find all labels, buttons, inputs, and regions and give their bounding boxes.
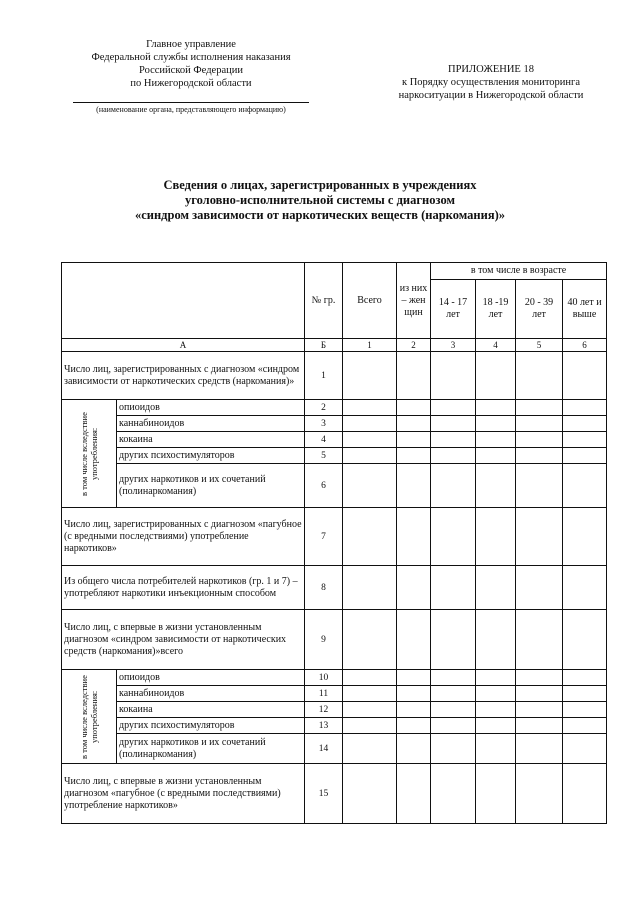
cell-20-39[interactable] (516, 508, 563, 566)
side-label-cell (62, 670, 117, 764)
table-row (62, 432, 607, 448)
table-row (62, 670, 607, 686)
row-label: Число лиц, зарегистрированных с диагнозом «синдром зависимости от наркотических средств (наркомания)» (62, 352, 305, 400)
title-line-2: уголовно-исполнительной системы с диагнозом (184, 193, 455, 207)
row-label: каннабиноидов (117, 686, 305, 702)
cell-total[interactable] (343, 464, 397, 508)
code-b: Б (305, 339, 343, 352)
row-number: 12 (305, 702, 343, 718)
row-number: 1 (305, 352, 343, 400)
cell-total[interactable] (343, 670, 397, 686)
cell-14-17[interactable] (431, 432, 476, 448)
table-row (62, 508, 607, 566)
table-row (62, 610, 607, 670)
row-number: 5 (305, 448, 343, 464)
cell-14-17[interactable] (431, 670, 476, 686)
table-row (62, 566, 607, 610)
cell-40[interactable] (563, 566, 607, 610)
cell-women[interactable] (397, 610, 431, 670)
cell-total[interactable] (343, 400, 397, 416)
cell-20-39[interactable] (516, 764, 563, 824)
row-number: 4 (305, 432, 343, 448)
cell-women[interactable] (397, 670, 431, 686)
row-label: каннабиноидов (117, 416, 305, 432)
row-label: опиоидов (117, 670, 305, 686)
title-line-3: «синдром зависимости от наркотических веществ (наркомания)» (134, 208, 505, 222)
cell-18-19[interactable] (476, 702, 516, 718)
table-row (62, 464, 607, 508)
cell-40[interactable] (563, 686, 607, 702)
cell-women[interactable] (397, 718, 431, 734)
cell-14-17[interactable] (431, 764, 476, 824)
row-number: 6 (305, 464, 343, 508)
cell-total[interactable] (343, 610, 397, 670)
cell-40[interactable] (563, 416, 607, 432)
cell-20-39[interactable] (516, 686, 563, 702)
title-line-1: Сведения о лицах, зарегистрированных в учреждениях (163, 178, 477, 192)
cell-14-17[interactable] (431, 734, 476, 764)
row-number: 15 (305, 764, 343, 824)
cell-women[interactable] (397, 764, 431, 824)
code-2: 2 (397, 339, 431, 352)
header-age-14-17: 14 - 17 лет (431, 280, 476, 339)
cell-14-17[interactable] (431, 702, 476, 718)
header-by-age: в том числе в возрасте (431, 263, 607, 280)
cell-total[interactable] (343, 416, 397, 432)
code-6: 6 (563, 339, 607, 352)
cell-18-19[interactable] (476, 566, 516, 610)
cell-women[interactable] (397, 686, 431, 702)
cell-14-17[interactable] (431, 610, 476, 670)
cell-total[interactable] (343, 686, 397, 702)
cell-women[interactable] (397, 416, 431, 432)
cell-20-39[interactable] (516, 352, 563, 400)
row-number: 11 (305, 686, 343, 702)
appendix-title: ПРИЛОЖЕНИЕ 18 (448, 64, 534, 75)
code-a: А (62, 339, 305, 352)
appendix-line-3: наркоситуации в Нижегородской области (398, 90, 584, 101)
cell-14-17[interactable] (431, 448, 476, 464)
cell-women[interactable] (397, 400, 431, 416)
cell-20-39[interactable] (516, 448, 563, 464)
table-row (62, 702, 607, 718)
header-total: Всего (343, 263, 397, 339)
org-line-2: Федеральной службы исполнения наказания (91, 52, 291, 63)
row-number: 10 (305, 670, 343, 686)
side-label: в том числе вследствие употребления: (79, 411, 99, 496)
org-line-1: Главное управление (146, 39, 236, 50)
cell-18-19[interactable] (476, 352, 516, 400)
cell-40[interactable] (563, 610, 607, 670)
cell-total[interactable] (343, 764, 397, 824)
header-age-18-19: 18 -19 лет (476, 280, 516, 339)
cell-women[interactable] (397, 352, 431, 400)
header-women: из них – жен щин (397, 263, 431, 339)
row-label: Число лиц, с впервые в жизни установленным диагнозом «пагубное (с вредными последствиями) употребление наркотиков» (62, 764, 305, 824)
appendix-line-2: к Порядку осуществления мониторинга (401, 77, 581, 88)
row-number: 3 (305, 416, 343, 432)
cell-14-17[interactable] (431, 718, 476, 734)
cell-women[interactable] (397, 702, 431, 718)
row-number: 7 (305, 508, 343, 566)
row-label: кокаина (117, 432, 305, 448)
code-5: 5 (516, 339, 563, 352)
cell-18-19[interactable] (476, 432, 516, 448)
cell-18-19[interactable] (476, 764, 516, 824)
header-age-20-39: 20 - 39 лет (516, 280, 563, 339)
cell-18-19[interactable] (476, 686, 516, 702)
cell-total[interactable] (343, 702, 397, 718)
cell-18-19[interactable] (476, 508, 516, 566)
header-num-gr: № гр. (305, 263, 343, 339)
cell-total[interactable] (343, 734, 397, 764)
cell-40[interactable] (563, 670, 607, 686)
cell-14-17[interactable] (431, 686, 476, 702)
cell-40[interactable] (563, 400, 607, 416)
document-title (80, 178, 560, 223)
cell-20-39[interactable] (516, 400, 563, 416)
cell-20-39[interactable] (516, 432, 563, 448)
cell-40[interactable] (563, 508, 607, 566)
org-underline (73, 102, 309, 103)
cell-14-17[interactable] (431, 508, 476, 566)
org-line-3: Российской Федерации (139, 65, 243, 76)
row-label: кокаина (117, 702, 305, 718)
code-3: 3 (431, 339, 476, 352)
cell-18-19[interactable] (476, 400, 516, 416)
cell-20-39[interactable] (516, 734, 563, 764)
cell-women[interactable] (397, 566, 431, 610)
table-row (62, 352, 607, 400)
org-caption: (наименование органа, представляющего информацию) (96, 105, 286, 114)
row-label: Число лиц, с впервые в жизни установленным диагнозом «синдром зависимости от наркотических средств (наркомания)»всего (62, 610, 305, 670)
cell-40[interactable] (563, 734, 607, 764)
side-label: в том числе вследствие употребления: (79, 674, 99, 759)
cell-women[interactable] (397, 464, 431, 508)
row-number: 14 (305, 734, 343, 764)
cell-women[interactable] (397, 432, 431, 448)
row-label: опиоидов (117, 400, 305, 416)
row-number: 2 (305, 400, 343, 416)
header-blank (62, 263, 305, 339)
code-4: 4 (476, 339, 516, 352)
cell-40[interactable] (563, 718, 607, 734)
row-number: 8 (305, 566, 343, 610)
report-table (61, 262, 607, 824)
cell-women[interactable] (397, 508, 431, 566)
appendix-block (356, 63, 626, 102)
cell-18-19[interactable] (476, 718, 516, 734)
cell-women[interactable] (397, 448, 431, 464)
row-label: Из общего числа потребителей наркотиков (гр. 1 и 7) – употребляют наркотики инъекционным способом (62, 566, 305, 610)
cell-20-39[interactable] (516, 610, 563, 670)
cell-14-17[interactable] (431, 400, 476, 416)
cell-14-17[interactable] (431, 416, 476, 432)
cell-18-19[interactable] (476, 670, 516, 686)
table-row (62, 416, 607, 432)
cell-total[interactable] (343, 566, 397, 610)
table-row (62, 764, 607, 824)
cell-total[interactable] (343, 352, 397, 400)
cell-women[interactable] (397, 734, 431, 764)
table-row (62, 686, 607, 702)
cell-40[interactable] (563, 702, 607, 718)
table-row (62, 400, 607, 416)
cell-14-17[interactable] (431, 566, 476, 610)
cell-20-39[interactable] (516, 718, 563, 734)
row-number: 13 (305, 718, 343, 734)
row-label: других психостимуляторов (117, 448, 305, 464)
organization-block (66, 38, 316, 115)
code-1: 1 (343, 339, 397, 352)
row-label: других психостимуляторов (117, 718, 305, 734)
cell-20-39[interactable] (516, 566, 563, 610)
cell-20-39[interactable] (516, 416, 563, 432)
cell-40[interactable] (563, 352, 607, 400)
cell-40[interactable] (563, 448, 607, 464)
cell-18-19[interactable] (476, 416, 516, 432)
cell-18-19[interactable] (476, 448, 516, 464)
row-label: других наркотиков и их сочетаний (полинаркомания) (117, 464, 305, 508)
cell-total[interactable] (343, 432, 397, 448)
cell-total[interactable] (343, 718, 397, 734)
cell-40[interactable] (563, 432, 607, 448)
cell-18-19[interactable] (476, 734, 516, 764)
org-line-4: по Нижегородской области (130, 78, 252, 89)
cell-20-39[interactable] (516, 670, 563, 686)
table-row (62, 448, 607, 464)
cell-18-19[interactable] (476, 464, 516, 508)
row-label: других наркотиков и их сочетаний (полинаркомания) (117, 734, 305, 764)
cell-18-19[interactable] (476, 610, 516, 670)
cell-14-17[interactable] (431, 352, 476, 400)
cell-20-39[interactable] (516, 464, 563, 508)
cell-40[interactable] (563, 764, 607, 824)
side-label-cell (62, 400, 117, 508)
row-number: 9 (305, 610, 343, 670)
table-row (62, 718, 607, 734)
row-label: Число лиц, зарегистрированных с диагнозом «пагубное (с вредными последствиями) употребление наркотиков» (62, 508, 305, 566)
header-age-40: 40 лет и выше (563, 280, 607, 339)
table-row (62, 734, 607, 764)
cell-total[interactable] (343, 448, 397, 464)
cell-20-39[interactable] (516, 702, 563, 718)
cell-total[interactable] (343, 508, 397, 566)
cell-40[interactable] (563, 464, 607, 508)
cell-14-17[interactable] (431, 464, 476, 508)
